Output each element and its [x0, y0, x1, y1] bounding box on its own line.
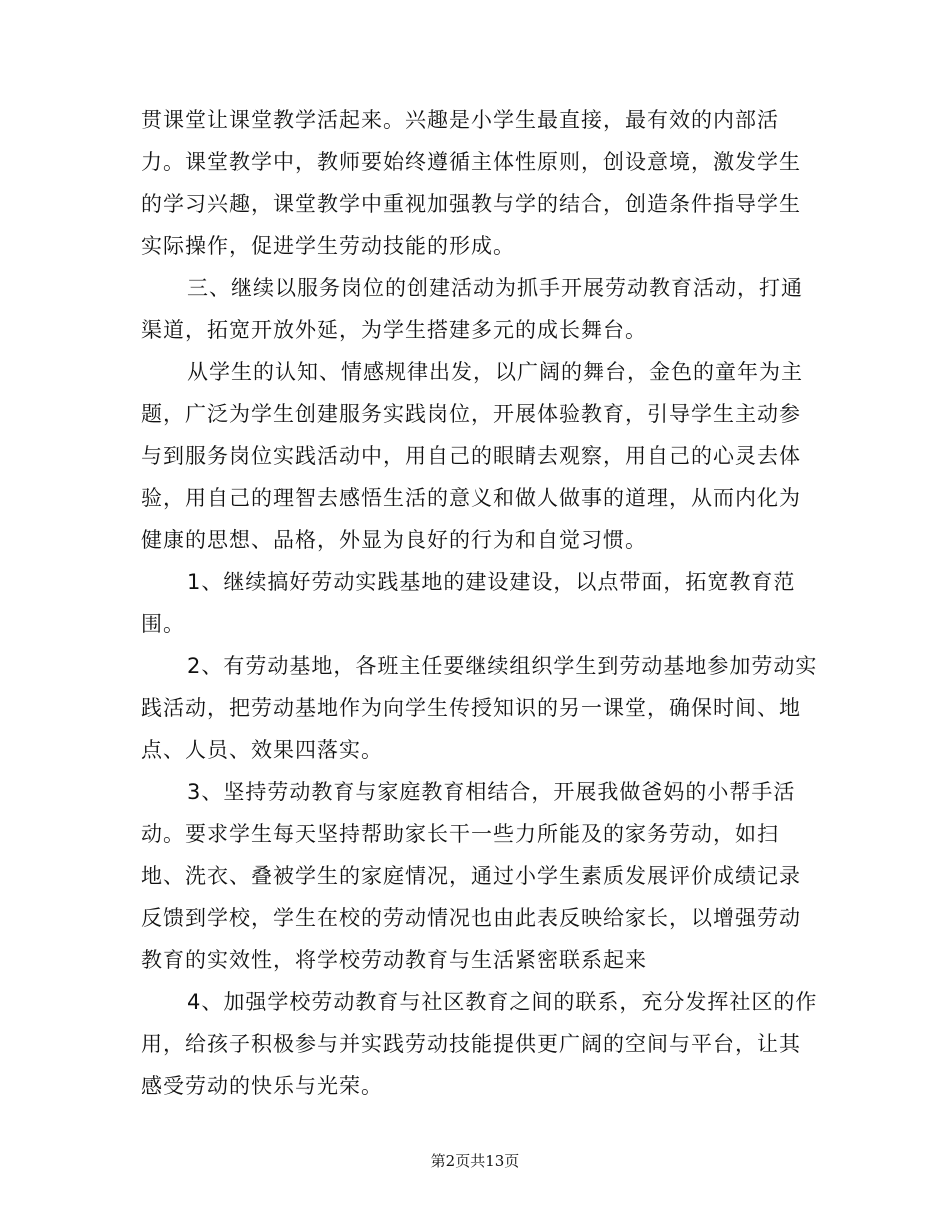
list-item-3-first-line: 3、坚持劳动教育与家庭教育相结合，开展我做爸妈的小帮手活	[187, 780, 796, 804]
body-text-line: 围。	[141, 612, 185, 636]
list-item-1-first-line: 1、继续搞好劳动实践基地的建设建设，以点带面，拓宽教育范	[187, 570, 796, 594]
body-text-line: 感受劳动的快乐与光荣。	[141, 1074, 383, 1098]
section-heading-line: 三、继续以服务岗位的创建活动为抓手开展劳动教育活动，打通	[187, 276, 803, 300]
page-number-footer: 第2页共13页	[430, 1152, 520, 1170]
body-text-line: 践活动，把劳动基地作为向学生传授知识的另一课堂，确保时间、地	[141, 696, 801, 720]
paragraph-first-line: 从学生的认知、情感规律出发，以广阔的舞台，金色的童年为主	[187, 360, 803, 384]
body-text-line: 点、人员、效果四落实。	[141, 738, 383, 762]
body-text-line: 的学习兴趣，课堂教学中重视加强教与学的结合，创造条件指导学生	[141, 192, 801, 216]
body-text-line: 实际操作，促进学生劳动技能的形成。	[141, 234, 515, 258]
body-text-line: 动。要求学生每天坚持帮助家长干一些力所能及的家务劳动，如扫	[141, 822, 779, 846]
list-item-4-first-line: 4、加强学校劳动教育与社区教育之间的联系，充分发挥社区的作	[187, 990, 818, 1014]
body-text-line: 渠道，拓宽开放外延，为学生搭建多元的成长舞台。	[141, 318, 647, 342]
body-text-line: 地、洗衣、叠被学生的家庭情况，通过小学生素质发展评价成绩记录	[141, 864, 801, 888]
body-text-line: 贯课堂让课堂教学活起来。兴趣是小学生最直接，最有效的内部活	[141, 108, 779, 132]
body-text-line: 用，给孩子积极参与并实践劳动技能提供更广阔的空间与平台，让其	[141, 1032, 801, 1056]
body-text-line: 教育的实效性，将学校劳动教育与生活紧密联系起来	[141, 948, 647, 972]
body-text-line: 反馈到学校，学生在校的劳动情况也由此表反映给家长，以增强劳动	[141, 906, 801, 930]
list-item-2-first-line: 2、有劳动基地，各班主任要继续组织学生到劳动基地参加劳动实	[187, 654, 818, 678]
body-text-line: 题，广泛为学生创建服务实践岗位，开展体验教育，引导学生主动参	[141, 402, 801, 426]
body-text-line: 验，用自己的理智去感悟生活的意义和做人做事的道理，从而内化为	[141, 486, 801, 510]
body-text-line: 与到服务岗位实践活动中，用自己的眼睛去观察，用自己的心灵去体	[141, 444, 801, 468]
body-text-line: 健康的思想、品格，外显为良好的行为和自觉习惯。	[141, 528, 647, 552]
body-text-line: 力。课堂教学中，教师要始终遵循主体性原则，创设意境，激发学生	[141, 150, 801, 174]
